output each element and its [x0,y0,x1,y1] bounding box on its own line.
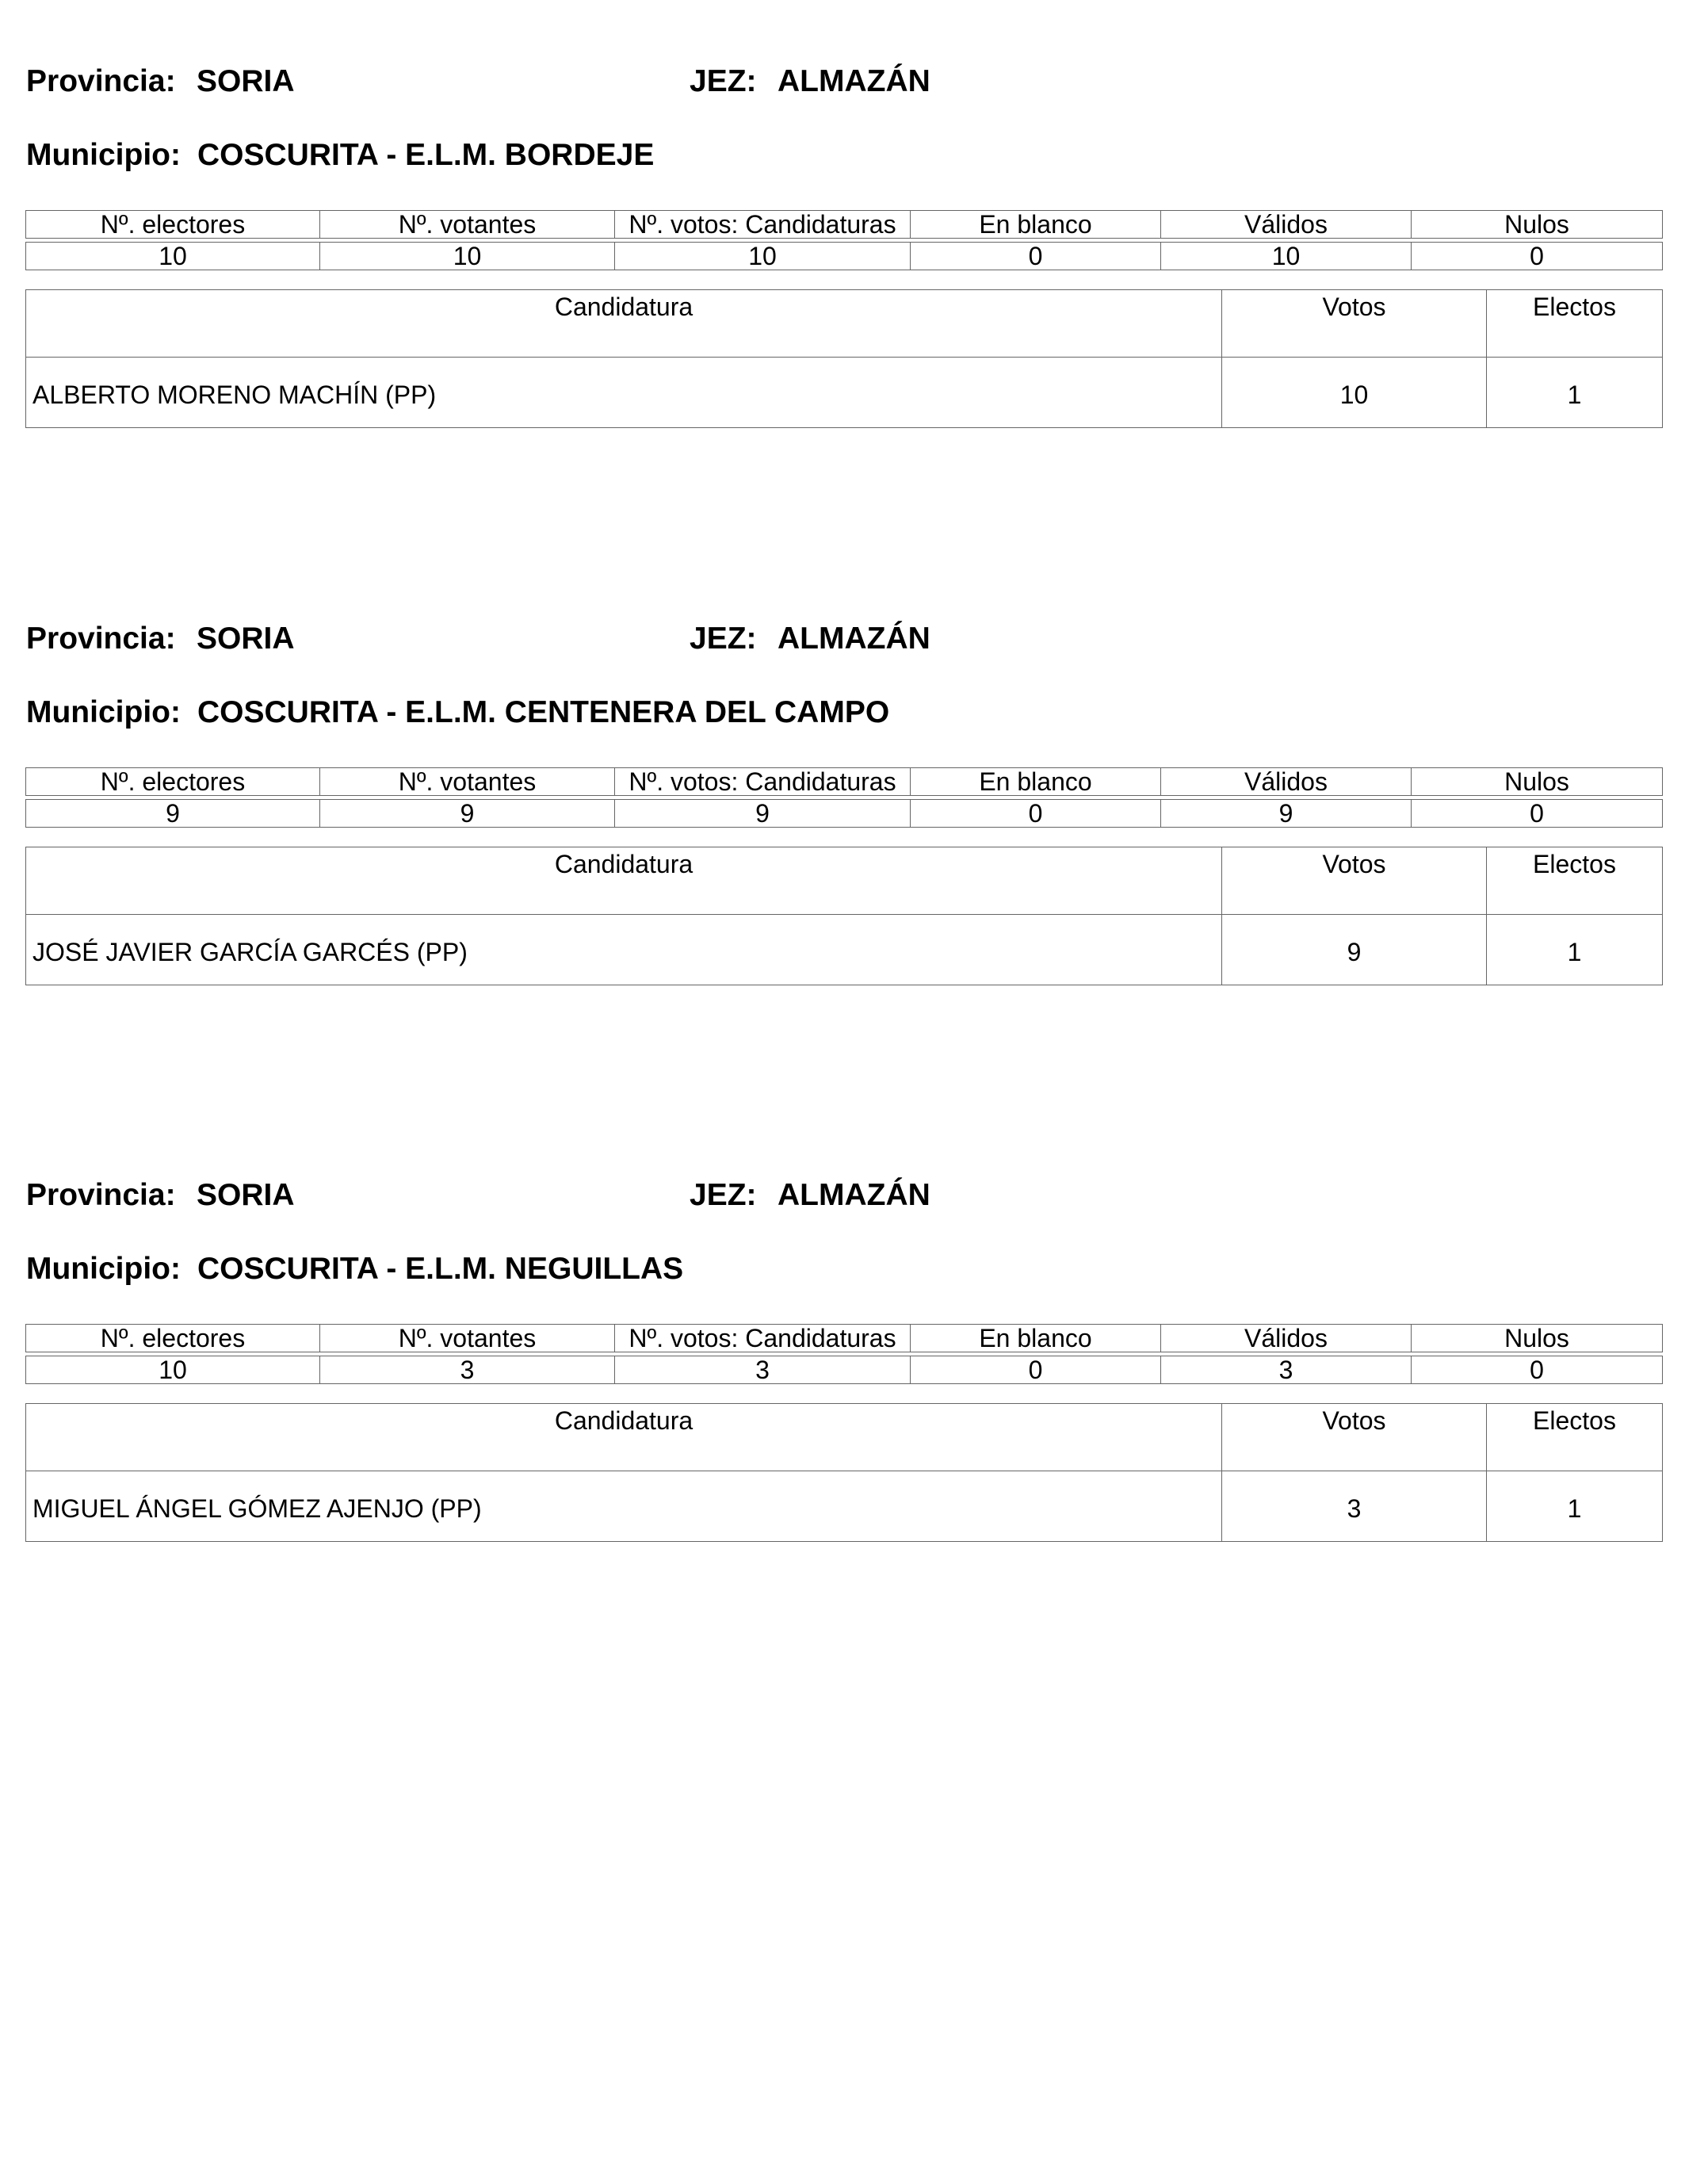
stats-value-cell: 9 [320,800,615,828]
stats-value-cell: 0 [1412,243,1663,270]
provincia-value: SORIA [197,64,295,98]
municipality-section [25,623,1662,1035]
candidate-elected: 1 [1487,1471,1663,1542]
stats-value-cell: 0 [911,243,1161,270]
jez-label: JEZ: [690,64,757,98]
table-row [26,1471,1663,1542]
candidate-votes: 10 [1222,358,1487,428]
table-row [26,1356,1663,1384]
stats-header-cell: Nº. electores [26,768,320,796]
stats-value-cell: 10 [320,243,615,270]
candidates-table [25,1403,1663,1542]
candidate-votes: 3 [1222,1471,1487,1542]
votos-header: Votos [1222,290,1487,358]
candidates-table [25,847,1663,985]
stats-value-cell: 10 [615,243,911,270]
candidatura-header: Candidatura [26,847,1222,915]
candidate-elected: 1 [1487,358,1663,428]
table-row [26,211,1663,239]
municipio-value: COSCURITA - E.L.M. NEGUILLAS [197,1252,684,1286]
stats-value-cell: 9 [26,800,320,828]
stats-header-cell: Nº. votos: Candidaturas [615,768,911,796]
candidate-elected: 1 [1487,915,1663,985]
table-row [26,800,1663,828]
stats-header-cell: Válidos [1161,1325,1412,1352]
stats-header-table [25,210,1663,239]
table-row [26,358,1663,428]
table-header-row [26,1404,1663,1471]
stats-header-cell: Nº. votantes [320,1325,615,1352]
municipio-label: Municipio: [26,1252,181,1286]
table-header-row [26,290,1663,358]
municipio-label: Municipio: [26,695,181,729]
stats-value-cell: 3 [1161,1356,1412,1384]
stats-value-cell: 3 [320,1356,615,1384]
electos-header: Electos [1487,1404,1663,1471]
stats-header-table [25,767,1663,796]
stats-value-cell: 10 [1161,243,1412,270]
stats-value-cell: 0 [1412,1356,1663,1384]
provincia-value: SORIA [197,1178,295,1212]
jez-label: JEZ: [690,622,757,656]
stats-values-table [25,799,1663,828]
candidate-votes: 9 [1222,915,1487,985]
electos-header: Electos [1487,847,1663,915]
jez-label: JEZ: [690,1178,757,1212]
stats-header-cell: En blanco [911,211,1161,239]
municipio-value: COSCURITA - E.L.M. BORDEJE [197,138,655,172]
candidate-name: JOSÉ JAVIER GARCÍA GARCÉS (PP) [26,915,1222,985]
stats-value-cell: 0 [911,1356,1161,1384]
stats-value-cell: 10 [26,243,320,270]
stats-header-cell: Nº. votos: Candidaturas [615,1325,911,1352]
stats-value-cell: 10 [26,1356,320,1384]
stats-value-cell: 0 [911,800,1161,828]
provincia-label: Provincia: [26,622,176,656]
candidatura-header: Candidatura [26,1404,1222,1471]
table-row [26,768,1663,796]
candidate-name: MIGUEL ÁNGEL GÓMEZ AJENJO (PP) [26,1471,1222,1542]
stats-value-cell: 0 [1412,800,1663,828]
jez-value: ALMAZÁN [778,64,930,98]
provincia-value: SORIA [197,622,295,656]
stats-header-cell: Nulos [1412,768,1663,796]
stats-header-cell: Válidos [1161,768,1412,796]
stats-values-table [25,242,1663,270]
table-header-row [26,847,1663,915]
stats-values-table [25,1356,1663,1384]
stats-value-cell: 3 [615,1356,911,1384]
stats-value-cell: 9 [615,800,911,828]
stats-header-cell: En blanco [911,768,1161,796]
stats-value-cell: 9 [1161,800,1412,828]
votos-header: Votos [1222,847,1487,915]
stats-header-cell: Nulos [1412,211,1663,239]
stats-header-cell: Nº. electores [26,1325,320,1352]
jez-value: ALMAZÁN [778,622,930,656]
stats-header-cell: Nº. votantes [320,768,615,796]
stats-header-cell: En blanco [911,1325,1161,1352]
electos-header: Electos [1487,290,1663,358]
provincia-label: Provincia: [26,64,176,98]
candidate-name: ALBERTO MORENO MACHÍN (PP) [26,358,1222,428]
table-row [26,915,1663,985]
municipio-value: COSCURITA - E.L.M. CENTENERA DEL CAMPO [197,695,890,729]
stats-header-cell: Nº. electores [26,211,320,239]
provincia-label: Provincia: [26,1178,176,1212]
stats-header-cell: Nº. votantes [320,211,615,239]
candidatura-header: Candidatura [26,290,1222,358]
municipio-label: Municipio: [26,138,181,172]
stats-header-table [25,1324,1663,1352]
stats-header-cell: Nulos [1412,1325,1663,1352]
stats-header-cell: Nº. votos: Candidaturas [615,211,911,239]
table-row [26,243,1663,270]
jez-value: ALMAZÁN [778,1178,930,1212]
candidates-table [25,289,1663,428]
votos-header: Votos [1222,1404,1487,1471]
stats-header-cell: Válidos [1161,211,1412,239]
municipality-section [25,66,1662,478]
table-row [26,1325,1663,1352]
municipality-section [25,1180,1662,1592]
